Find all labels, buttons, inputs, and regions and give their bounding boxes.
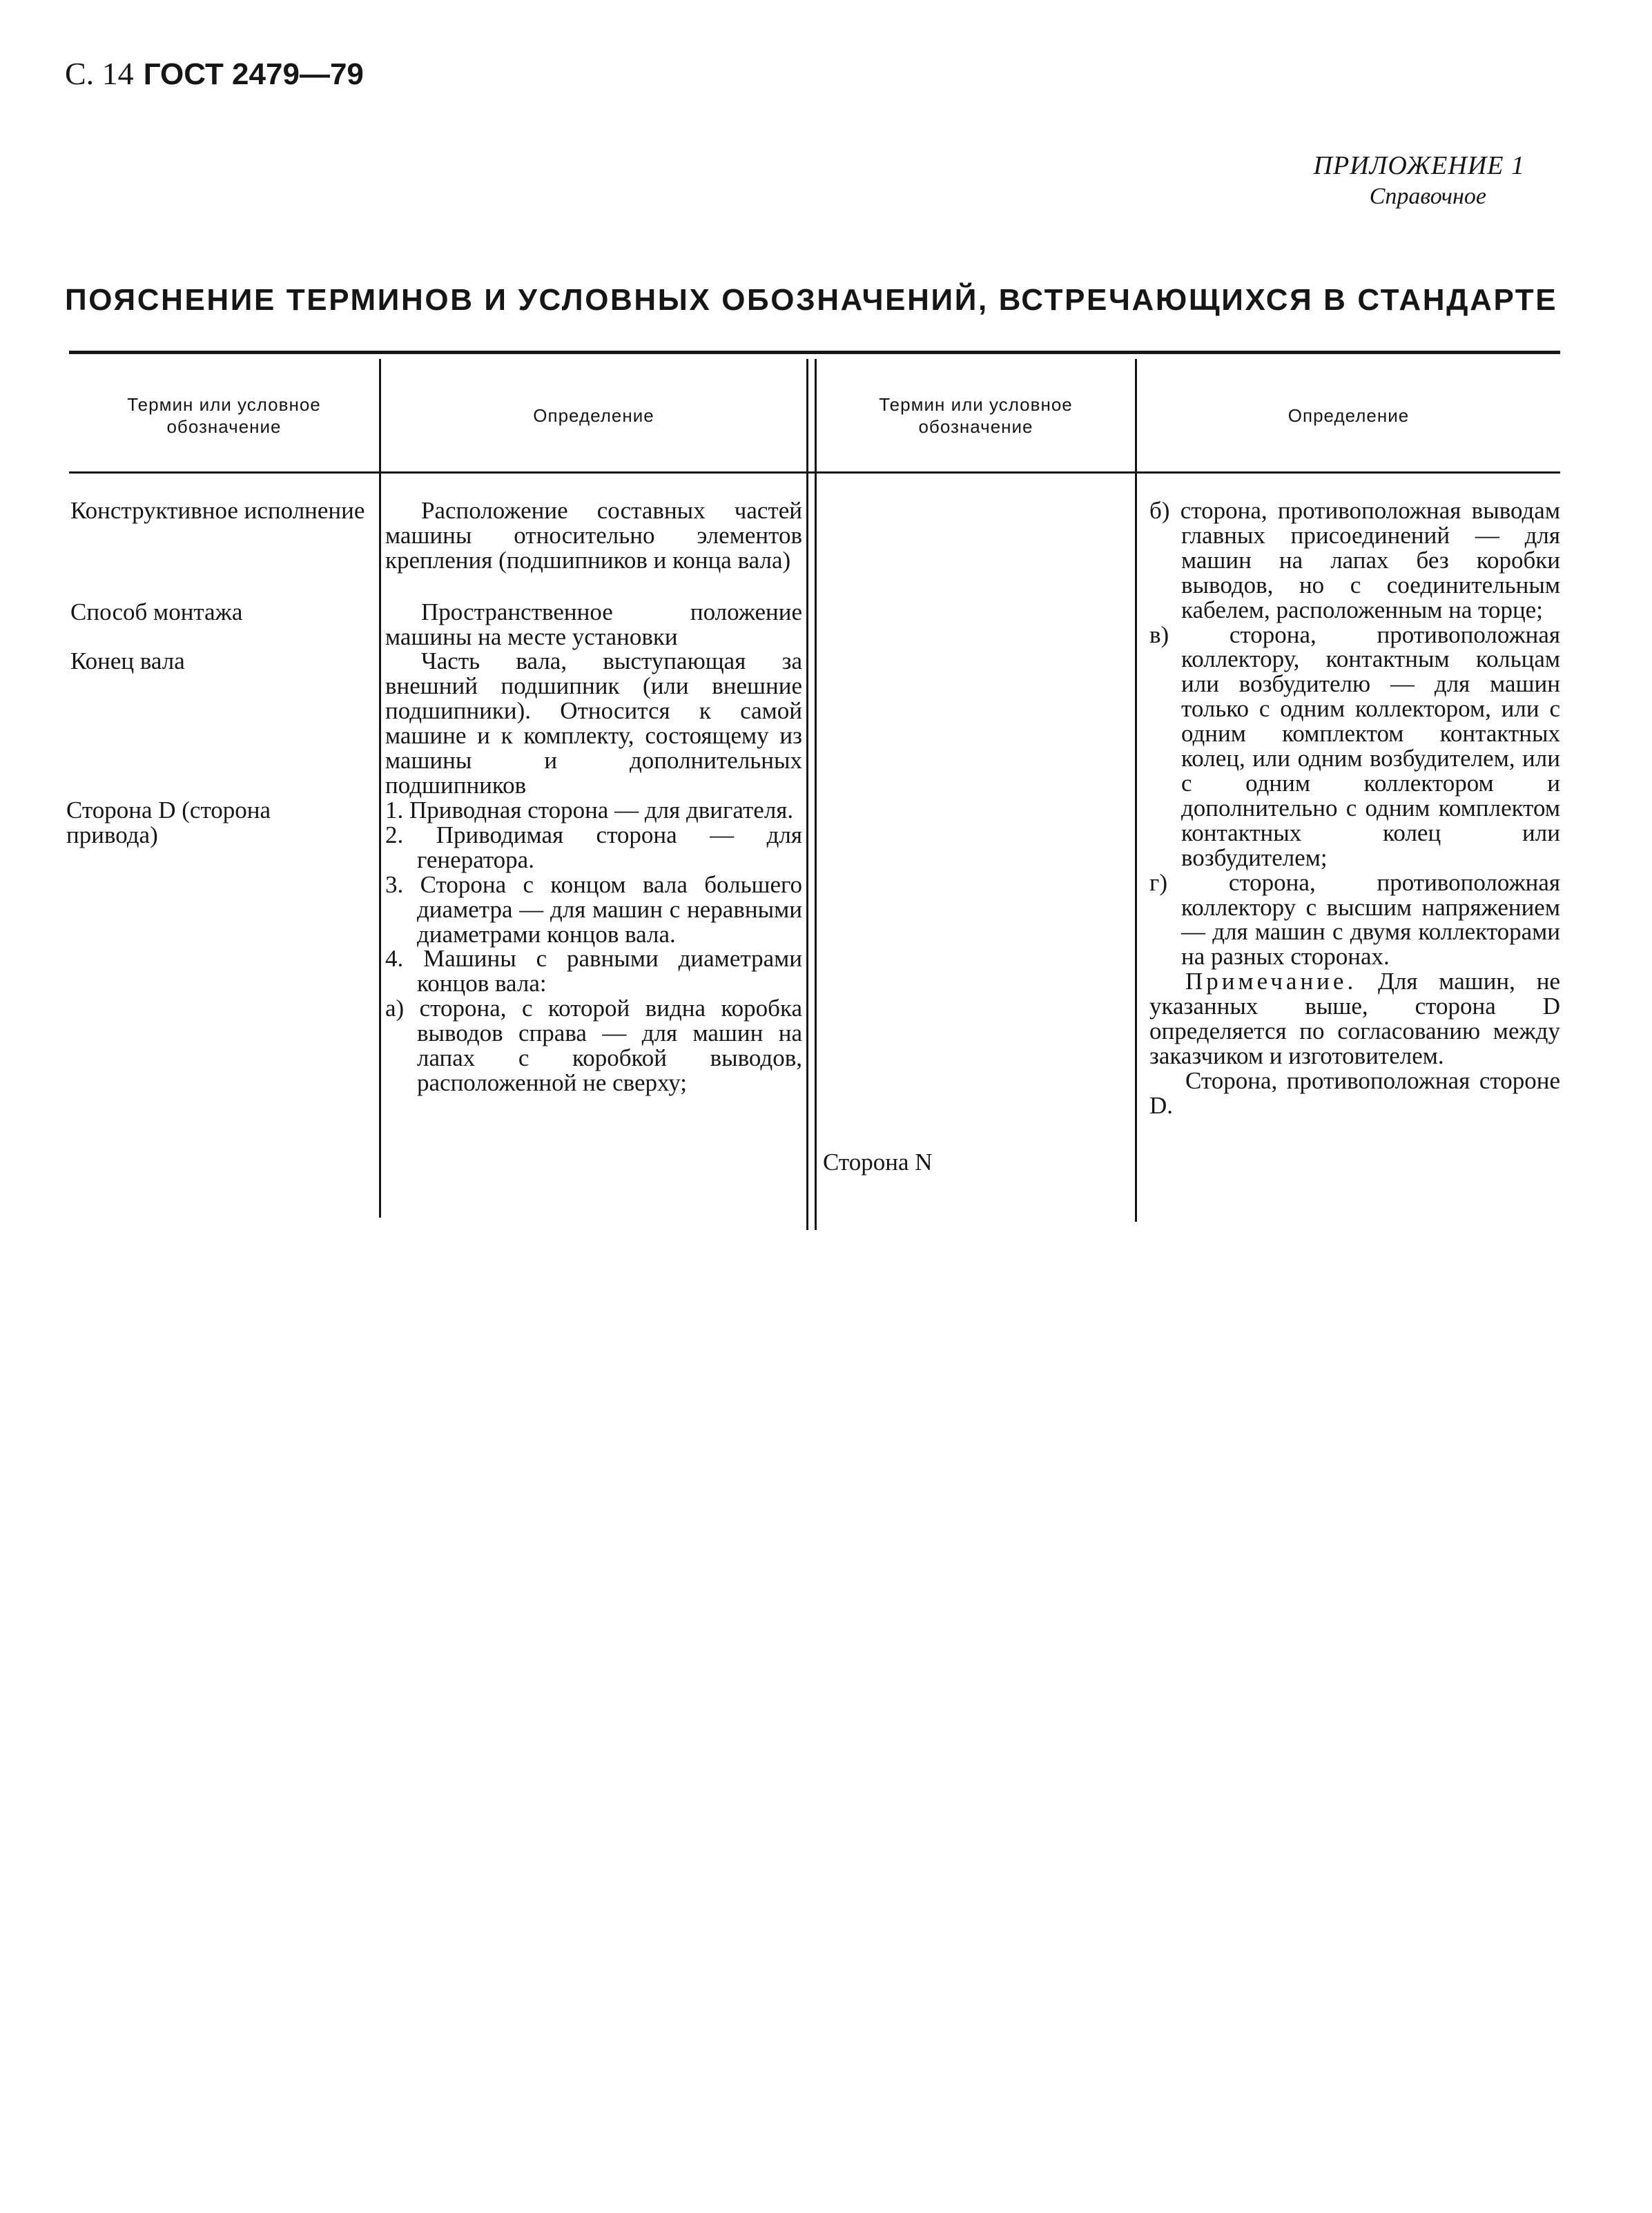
appendix-type: Справочное	[1369, 184, 1486, 209]
def-side-d	[385, 798, 802, 1095]
note	[1149, 969, 1560, 1069]
list-item: г) сторона, противоположная коллектору с высшим напряжением — для машин с двумя коллекторами на разных сторонах.	[1149, 868, 1560, 971]
term-shaft-end: Конец вала	[70, 647, 185, 674]
note-text: Для машин, не указанных выше, сторона D определяется по согласованию между заказчиком и изготовителем.	[1149, 968, 1560, 1069]
column-divider	[379, 359, 381, 1218]
list-item: 1. Приводная сторона — для двигателя.	[385, 797, 794, 823]
document-title: ПОЯСНЕНИЕ ТЕРМИНОВ И УСЛОВНЫХ ОБОЗНАЧЕНИЙ, ВСТРЕЧАЮЩИХСЯ В СТАНДАРТЕ	[65, 283, 1558, 317]
appendix-label	[1314, 150, 1525, 210]
term-mounting: Способ монтажа	[70, 598, 243, 625]
header-definition: Определение	[533, 405, 654, 426]
def-mounting: Пространственное положение машины на месте установки	[385, 598, 802, 650]
page-header	[65, 55, 364, 92]
list-item: б) сторона, противоположная выводам главных присоединений — для машин на лапах без коробки выводов, но с соединительным кабелем, расположенным на торце;	[1149, 497, 1560, 623]
appendix-number: ПРИЛОЖЕНИЕ 1	[1313, 151, 1525, 180]
term-side-d: Сторона D (сторона привода)	[66, 797, 271, 848]
header-term-2: Термин или условное обозначение	[879, 394, 1073, 437]
list-item: в) сторона, противоположная коллектору, контактным кольцам или возбудителю — для машин только с одним коллектором, или с одним комплектом контактных колец, или одним возбудителем, или с одним коллектором и дополнительно с одним комплектом контактных колец или возбудителем;	[1149, 621, 1560, 871]
list-item: 4. Машины с равными диаметрами концов вала:	[385, 945, 802, 997]
def-shaft-end: Часть вала, выступающая за внешний подшипник (или внешние подшипники). Относится к самой машине и к комплекту, состоящему из машины и дополнительных подшипников	[385, 647, 802, 799]
def-side-d-continued	[1149, 498, 1560, 1118]
term-side-n: Сторона N	[823, 1149, 933, 1176]
note-label: Примечание.	[1185, 968, 1357, 995]
list-item: 2. Приводимая сторона — для генератора.	[385, 821, 802, 873]
list-item: а) сторона, с которой видна коробка выводов справа — для машин на лапах с коробкой выводов, расположенной не сверху;	[385, 995, 802, 1096]
list-item: 3. Сторона с концом вала большего диаметра — для машин с неравными диаметрами концов вала.	[385, 870, 802, 948]
column-divider	[1135, 359, 1137, 1222]
column-divider-double	[806, 359, 808, 1230]
header-term: Термин или условное обозначение	[127, 394, 321, 437]
term-construction: Конструктивное исполнение	[70, 497, 365, 524]
page-number: С. 14	[65, 56, 134, 91]
def-side-n: Сторона, противоположная стороне D.	[1149, 1066, 1560, 1119]
header-definition-2: Определение	[1287, 405, 1410, 426]
standard-number: ГОСТ 2479—79	[143, 57, 364, 91]
def-construction: Расположение составных частей машины относительно элементов крепления (подшипников и конца вала)	[385, 497, 802, 574]
column-divider-double	[815, 359, 817, 1230]
table-top-rule	[69, 351, 1560, 354]
